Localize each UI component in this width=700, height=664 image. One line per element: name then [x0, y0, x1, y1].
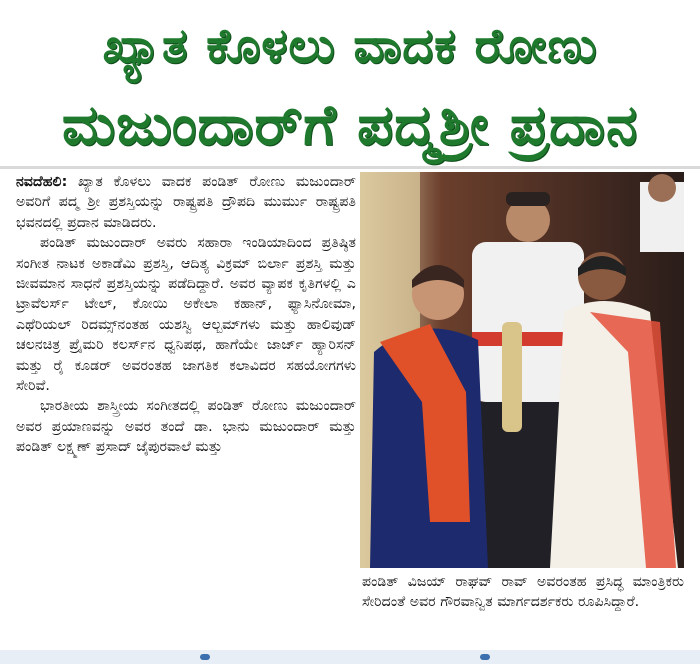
headline-divider: [0, 166, 700, 169]
strip-mark: [200, 654, 210, 660]
dateline: ನವದೆಹಲಿ:: [16, 174, 68, 190]
paragraph-1-text: ಖ್ಯಾತ ಕೊಳಲು ವಾದಕ ಪಂಡಿತ್ ರೋಣು ಮಜುಂದಾರ್ ಅವರಿಗೆ ಪದ್ಮ ಶ್ರೀ ಪ್ರಶಸ್ತಿಯನ್ನು ರಾಷ್ಟ್ರಪತಿ ದ್ರೌಪದಿ ಮುರ್ಮು ರಾಷ್ಟ್ರಪತಿ ಭವನದಲ್ಲಿ ಪ್ರದಾನ ಮಾಡಿದರು.: [16, 174, 356, 231]
award-ceremony-photo: [360, 172, 684, 568]
photo-caption: ಪಂಡಿತ್ ವಿಜಯ್ ರಾಘವ್ ರಾವ್ ಅವರಂತಹ ಪ್ರಸಿದ್ಧ ಮಾಂತ್ರಿಕರು ಸೇರಿದಂತೆ ಅವರ ಗೌರವಾನ್ವಿತ ಮಾರ್ಗದರ್ಶಕರು ರೂಪಿಸಿದ್ದಾರೆ.: [362, 574, 684, 611]
headline-line-2: ಮಜುಂದಾರ್‌ಗೆ ಪದ್ಮಶ್ರೀ ಪ್ರದಾನ: [61, 93, 639, 158]
headline: [0, 0, 700, 166]
article-paragraph-2: ಪಂಡಿತ್ ಮಜುಂದಾರ್ ಅವರು ಸಹಾರಾ ಇಂಡಿಯಾದಿಂದ ಪ್ರತಿಷ್ಠಿತ ಸಂಗೀತ ನಾಟಕ ಅಕಾಡೆಮಿ ಪ್ರಶಸ್ತಿ, ಆದಿತ್ಯ ವಿಕ್ರಮ್ ಬಿರ್ಲಾ ಪ್ರಶಸ್ತಿ ಮತ್ತು ಜೀವಮಾನ ಸಾಧನೆ ಪ್ರಶಸ್ತಿಯನ್ನು ಪಡೆದಿದ್ದಾರೆ. ಅವರ ವ್ಯಾಪಕ ಕೃತಿಗಳಲ್ಲಿ ಎ ಟ್ರಾವೆಲರ್ಸ್ ಟೇಲ್, ಕೋಯಿ ಅಕೇಲಾ ಕಹಾನ್, ಫ್ಯಾಸಿನೋಮಾ, ಎಥೆರಿಯಲ್ ರಿದಮ್ಸ್‌ನಂತಹ ಯಶಸ್ವಿ ಆಲ್ಬಮ್‌ಗಳು ಮತ್ತು ಹಾಲಿವುಡ್ ಚಲನಚಿತ್ರ ಪ್ರೈಮರಿ ಕಲರ್ಸ್‌ನ ಧ್ವನಿಪಥ, ಹಾಗೆಯೇ ಜಾರ್ಜ್ ಹ್ಯಾರಿಸನ್ ಮತ್ತು ರೈ ಕೂಡರ್ ಅವರಂತಹ ಜಾಗತಿಕ ಕಲಾವಿದರ ಸಹಯೋಗಗಳು ಸೇರಿವೆ.: [16, 235, 356, 395]
strip-mark: [480, 654, 490, 660]
article-paragraph-3: ಭಾರತೀಯ ಶಾಸ್ತ್ರೀಯ ಸಂಗೀತದಲ್ಲಿ ಪಂಡಿತ್ ರೋಣು ಮಜುಂದಾರ್ ಅವರ ಪ್ರಯಾಣವನ್ನು ಅವರ ತಂದೆ ಡಾ. ಭಾನು ಮಜುಂದಾರ್ ಮತ್ತು ಪಂಡಿತ್ ಲಕ್ಷ್ಮಣ್ ಪ್ರಸಾದ್ ಜೈಪುರವಾಲೆ ಮತ್ತು: [16, 398, 356, 456]
next-article-strip: [0, 650, 700, 664]
article-body: [16, 172, 356, 642]
headline-line-1: ಖ್ಯಾತ ಕೊಳಲು ವಾದಕ ರೋಣು: [102, 18, 598, 74]
article-paragraph-1: [16, 172, 356, 233]
photo-illustration: [360, 172, 684, 568]
